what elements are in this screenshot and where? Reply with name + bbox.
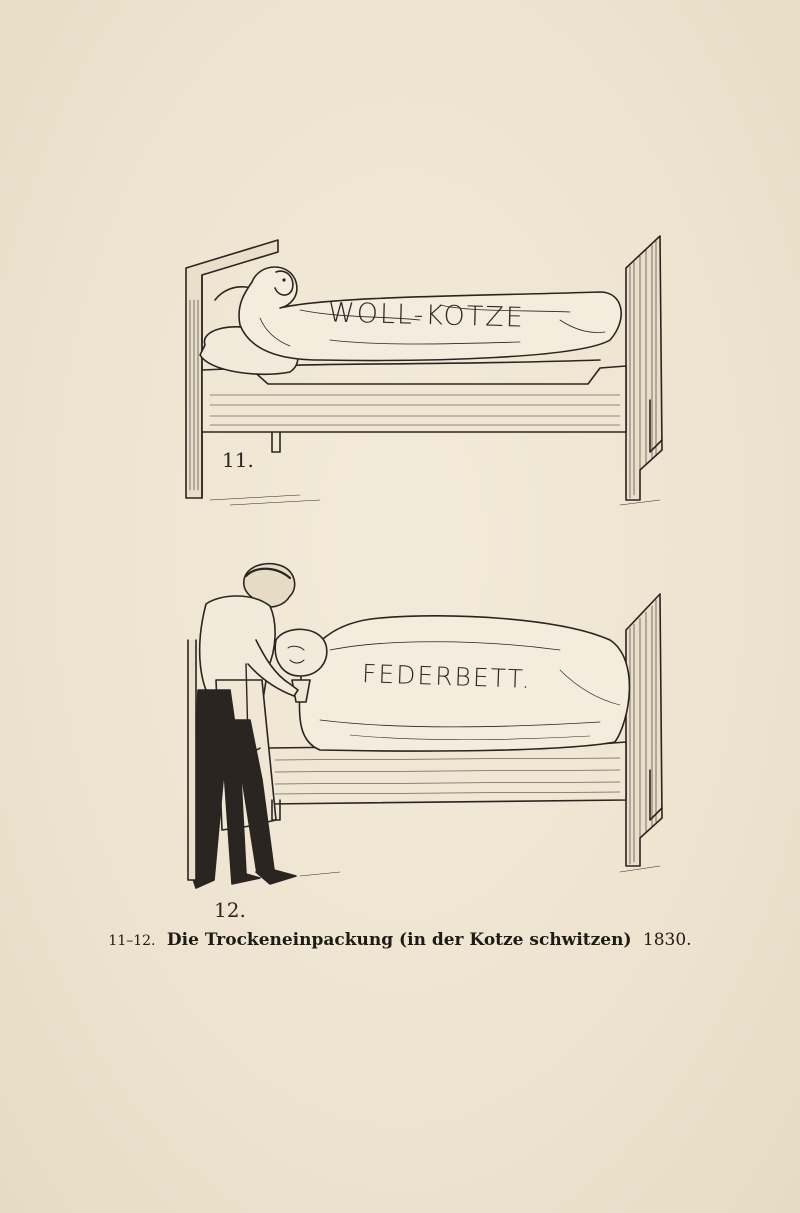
figure-number-11: 11.	[222, 448, 254, 472]
woll-kotze-label: WOLL-KOTZE	[327, 297, 526, 334]
caption-text: Die Trockeneinpackung (in der Kotze schwitzen)	[166, 930, 632, 950]
bed-figure-12	[188, 564, 662, 888]
bed-figure-11	[186, 236, 662, 505]
figure-number-12: 12.	[214, 898, 246, 922]
caption-year: 1830.	[642, 930, 692, 950]
attendant-figure	[190, 564, 298, 888]
figure-caption	[0, 930, 800, 950]
caption-figure-range: 11–12.	[108, 933, 156, 949]
federbett-label: FEDERBETT.	[361, 659, 533, 694]
